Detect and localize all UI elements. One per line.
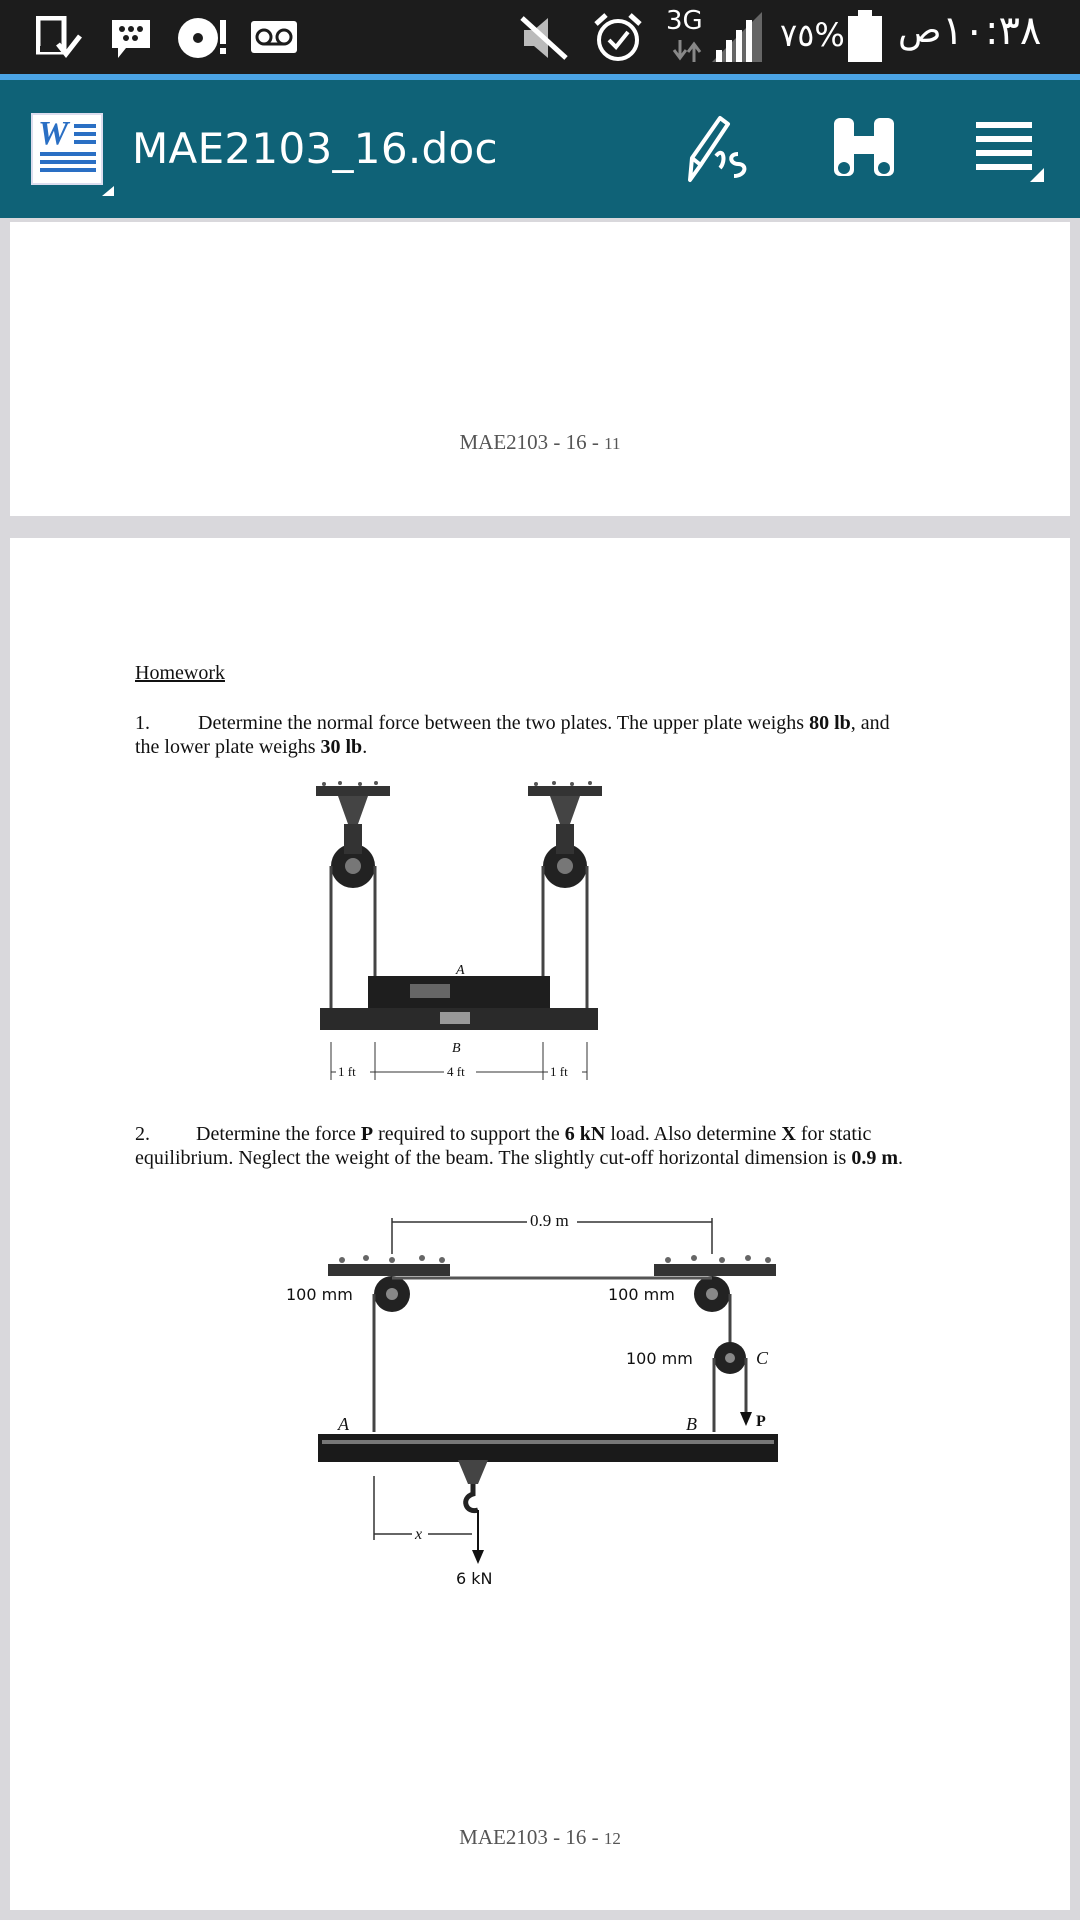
network-type: 3G: [666, 6, 703, 36]
page-footer-current: [0, 1825, 1080, 1850]
document-title: MAE2103_16.doc: [132, 124, 498, 173]
mute-icon: [518, 14, 570, 62]
label-b: B: [686, 1414, 697, 1434]
dim-left: 1 ft: [338, 1064, 356, 1079]
battery-icon: [848, 10, 882, 62]
edit-pen-icon[interactable]: [680, 110, 760, 190]
homework-heading: Homework: [135, 662, 225, 684]
footer-prefix: MAE2103 - 16 -: [459, 430, 605, 454]
label-plate-a: A: [456, 963, 465, 978]
footer-page-number: 12: [603, 1829, 621, 1848]
word-doc-icon[interactable]: [30, 112, 114, 196]
status-ampm: ص: [898, 10, 942, 51]
label-p: P: [756, 1413, 766, 1430]
signal-icon: [712, 12, 764, 62]
label-a: A: [338, 1414, 349, 1434]
footer-page-number: 11: [604, 434, 621, 453]
label-plate-b: B: [452, 1041, 461, 1056]
data-arrows-icon: [672, 40, 702, 62]
alarm-icon: [592, 12, 644, 64]
svg-text:W: W: [38, 115, 69, 152]
label-x: x: [415, 1526, 423, 1543]
page-footer-previous: [0, 430, 1080, 455]
download-done-icon: [36, 16, 82, 60]
problem-1-figure: [310, 780, 610, 1092]
bbm-icon: [108, 16, 154, 62]
radius-c: 100 mm: [626, 1349, 693, 1368]
label-c: C: [756, 1348, 769, 1368]
alert-disc-icon: [176, 14, 228, 62]
status-time: ١٠:٣٨: [942, 8, 1042, 54]
problem-1-text: 1. Determine the normal force between the two plates. The upper plate weighs 80 lb, and the lower plate weighs 30 lb.: [135, 712, 890, 758]
menu-icon[interactable]: [972, 118, 1044, 184]
find-binoculars-icon[interactable]: [830, 112, 898, 184]
voicemail-icon: [250, 20, 298, 54]
footer-prefix: MAE2103 - 16 -: [459, 1825, 604, 1849]
label-load: 6 kN: [456, 1569, 493, 1588]
dim-mid: 4 ft: [447, 1064, 465, 1079]
radius-left: 100 mm: [286, 1285, 353, 1304]
problem-1-number: 1.: [135, 712, 150, 734]
status-bar: [0, 0, 1080, 76]
document-page-previous: [10, 222, 1070, 516]
problem-2-figure: [282, 1208, 782, 1598]
problem-2-number: 2.: [135, 1123, 150, 1145]
radius-right: 100 mm: [608, 1285, 675, 1304]
dim-right: 1 ft: [550, 1064, 568, 1079]
problem-2-text: 2. Determine the force P required to support the 6 kN load. Also determine X for static equilibrium. Neglect the weight of the beam. The slightly cut-off horizontal dimension is 0.9 m.: [135, 1123, 903, 1169]
dim-span: 0.9 m: [530, 1211, 569, 1230]
battery-percent: ٧٥%: [780, 16, 845, 54]
